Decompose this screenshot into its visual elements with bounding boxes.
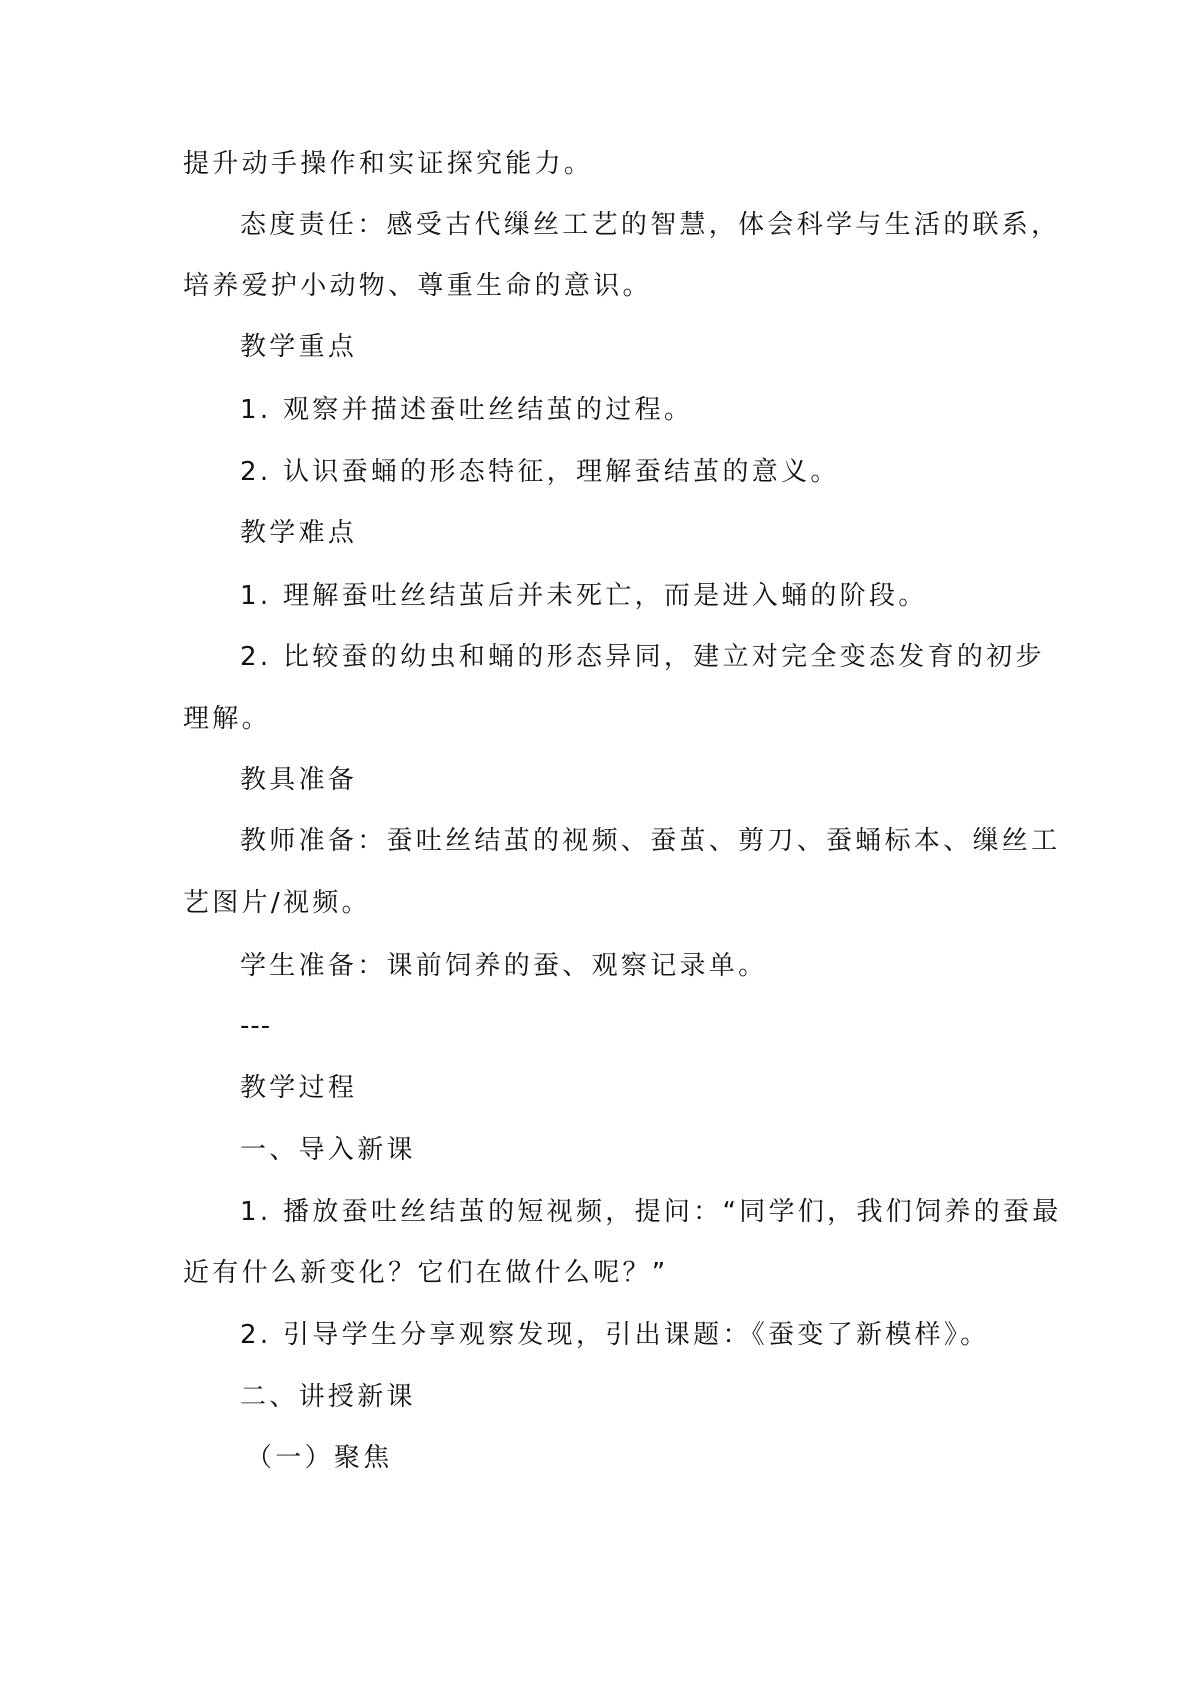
- paragraph-line: 教师准备：蚕吐丝结茧的视频、蚕茧、剪刀、蚕蛹标本、缫丝工: [240, 826, 1061, 856]
- list-item: 2. 认识蚕蛹的形态特征，理解蚕结茧的意义。: [240, 457, 840, 487]
- list-item: 1. 播放蚕吐丝结茧的短视频，提问：“同学们，我们饲养的蚕最: [240, 1197, 1062, 1227]
- paragraph-line: 提升动手操作和实证探究能力。: [183, 149, 594, 179]
- separator: ---: [240, 1011, 272, 1041]
- paragraph-line: 培养爱护小动物、尊重生命的意识。: [183, 271, 652, 301]
- section-heading: 一、导入新课: [240, 1135, 416, 1165]
- paragraph-line: 态度责任：感受古代缫丝工艺的智慧，体会科学与生活的联系，: [240, 210, 1061, 240]
- paragraph-line: 学生准备：课前饲养的蚕、观察记录单。: [240, 951, 768, 981]
- section-heading: 二、讲授新课: [240, 1382, 416, 1412]
- section-heading: 教学过程: [240, 1073, 358, 1103]
- paragraph-line: 艺图片/视频。: [183, 888, 371, 918]
- paragraph-line: 近有什么新变化？它们在做什么呢？”: [183, 1258, 669, 1288]
- list-item: 1. 理解蚕吐丝结茧后并未死亡，而是进入蛹的阶段。: [240, 581, 928, 611]
- list-item: 2. 比较蚕的幼虫和蛹的形态异同，建立对完全变态发育的初步: [240, 642, 1045, 672]
- list-item: 2. 引导学生分享观察发现，引出课题：《蚕变了新模样》。: [240, 1320, 990, 1350]
- paragraph-line: 理解。: [183, 704, 271, 734]
- section-heading: 教具准备: [240, 765, 358, 795]
- section-heading: 教学重点: [240, 332, 358, 362]
- list-item: 1. 观察并描述蚕吐丝结茧的过程。: [240, 395, 694, 425]
- subsection-heading: （一）聚焦: [246, 1443, 393, 1473]
- section-heading: 教学难点: [240, 518, 358, 548]
